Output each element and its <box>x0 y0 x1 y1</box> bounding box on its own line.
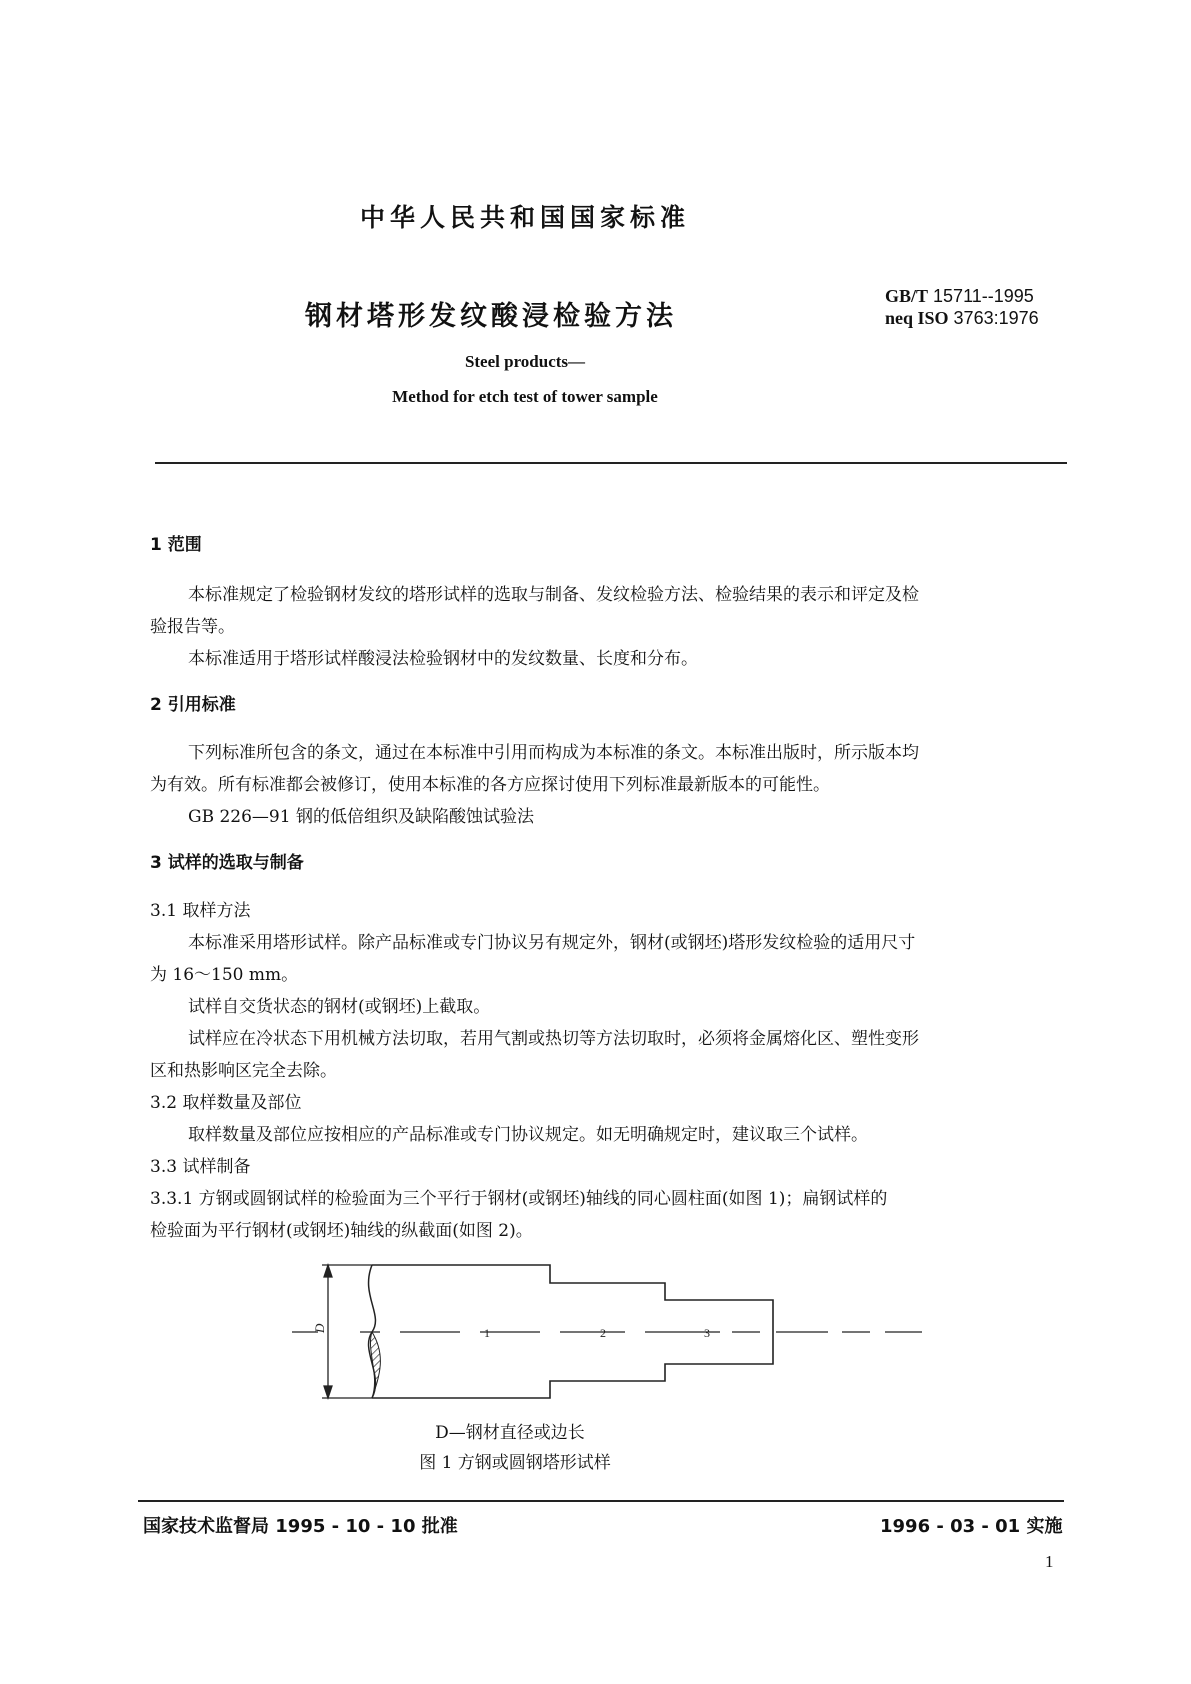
page-number: 1 <box>1045 1552 1054 1571</box>
step-3-label: 3 <box>704 1326 710 1340</box>
s331-paragraph-line2: 检验面为平行钢材(或钢坯)轴线的纵截面(如图 2)。 <box>150 1221 533 1241</box>
step-1-label: 1 <box>484 1326 490 1340</box>
s1-paragraph2: 本标准适用于塔形试样酸浸法检验钢材中的发纹数量、长度和分布。 <box>188 649 698 669</box>
figure-1-legend: D—钢材直径或边长 <box>435 1423 585 1443</box>
section-3-2-heading: 3.2 取样数量及部位 <box>150 1093 302 1113</box>
english-title-line2: Method for etch test of tower sample <box>392 387 658 406</box>
s31-paragraph-line2: 为 16～150 mm。 <box>150 965 299 985</box>
s1-paragraph-line1: 本标准规定了检验钢材发纹的塔形试样的选取与制备、发纹检验方法、检验结果的表示和评定及检 <box>188 585 919 605</box>
code-number-gbt: 15711--1995 <box>933 286 1034 306</box>
header-divider <box>155 462 1067 464</box>
s2-reference: GB 226—91 钢的低倍组织及缺陷酸蚀试验法 <box>188 807 534 827</box>
code-number-iso: 3763:1976 <box>953 308 1039 328</box>
section-3-heading: 3 试样的选取与制备 <box>150 853 304 873</box>
s31-paragraph-line1: 本标准采用塔形试样。除产品标准或专门协议另有规定外，钢材(或钢坯)塔形发纹检验的适用尺寸 <box>188 933 916 953</box>
s1-paragraph-line2: 验报告等。 <box>150 617 235 637</box>
s331-paragraph-line1: 3.3.1 方钢或圆钢试样的检验面为三个平行于钢材(或钢坯)轴线的同心圆柱面(如图 1)；扁钢试样的 <box>150 1189 888 1209</box>
section-3-1-heading: 3.1 取样方法 <box>150 901 251 921</box>
section-2-heading: 2 引用标准 <box>150 695 236 715</box>
step-2-label: 2 <box>600 1326 606 1340</box>
section-3-3-heading: 3.3 试样制备 <box>150 1157 251 1177</box>
section-1-heading: 1 范围 <box>150 535 202 555</box>
document-title: 钢材塔形发纹酸浸检验方法 <box>305 301 677 332</box>
s32-paragraph: 取样数量及部位应按相应的产品标准或专门协议规定。如无明确规定时，建议取三个试样。 <box>188 1125 868 1145</box>
code-prefix-gbt: GB/T <box>885 286 929 306</box>
standard-code <box>885 285 1039 329</box>
approval-info: 国家技术监督局 1995 - 10 - 10 批准 <box>143 1516 458 1537</box>
national-standard-header: 中华人民共和国国家标准 <box>359 203 690 232</box>
s31-paragraph3-line1: 试样应在冷状态下用机械方法切取，若用气割或热切等方法切取时，必须将金属熔化区、塑性变形 <box>188 1029 919 1049</box>
s31-paragraph3-line2: 区和热影响区完全去除。 <box>150 1061 337 1081</box>
footer-divider <box>138 1500 1064 1502</box>
figure-1-diagram <box>280 1255 930 1405</box>
implementation-date: 1996 - 03 - 01 实施 <box>880 1516 1063 1537</box>
s2-paragraph-line1: 下列标准所包含的条文，通过在本标准中引用而构成为本标准的条文。本标准出版时，所示版本均 <box>188 743 919 763</box>
code-prefix-iso: neq ISO <box>885 308 949 328</box>
s2-paragraph-line2: 为有效。所有标准都会被修订，使用本标准的各方应探讨使用下列标准最新版本的可能性。 <box>150 775 830 795</box>
s31-paragraph2: 试样自交货状态的钢材(或钢坯)上截取。 <box>188 997 491 1017</box>
figure-1-caption: 图 1 方钢或圆钢塔形试样 <box>419 1453 611 1473</box>
english-title-line1: Steel products— <box>464 352 586 371</box>
label-d: D <box>312 1323 327 1333</box>
